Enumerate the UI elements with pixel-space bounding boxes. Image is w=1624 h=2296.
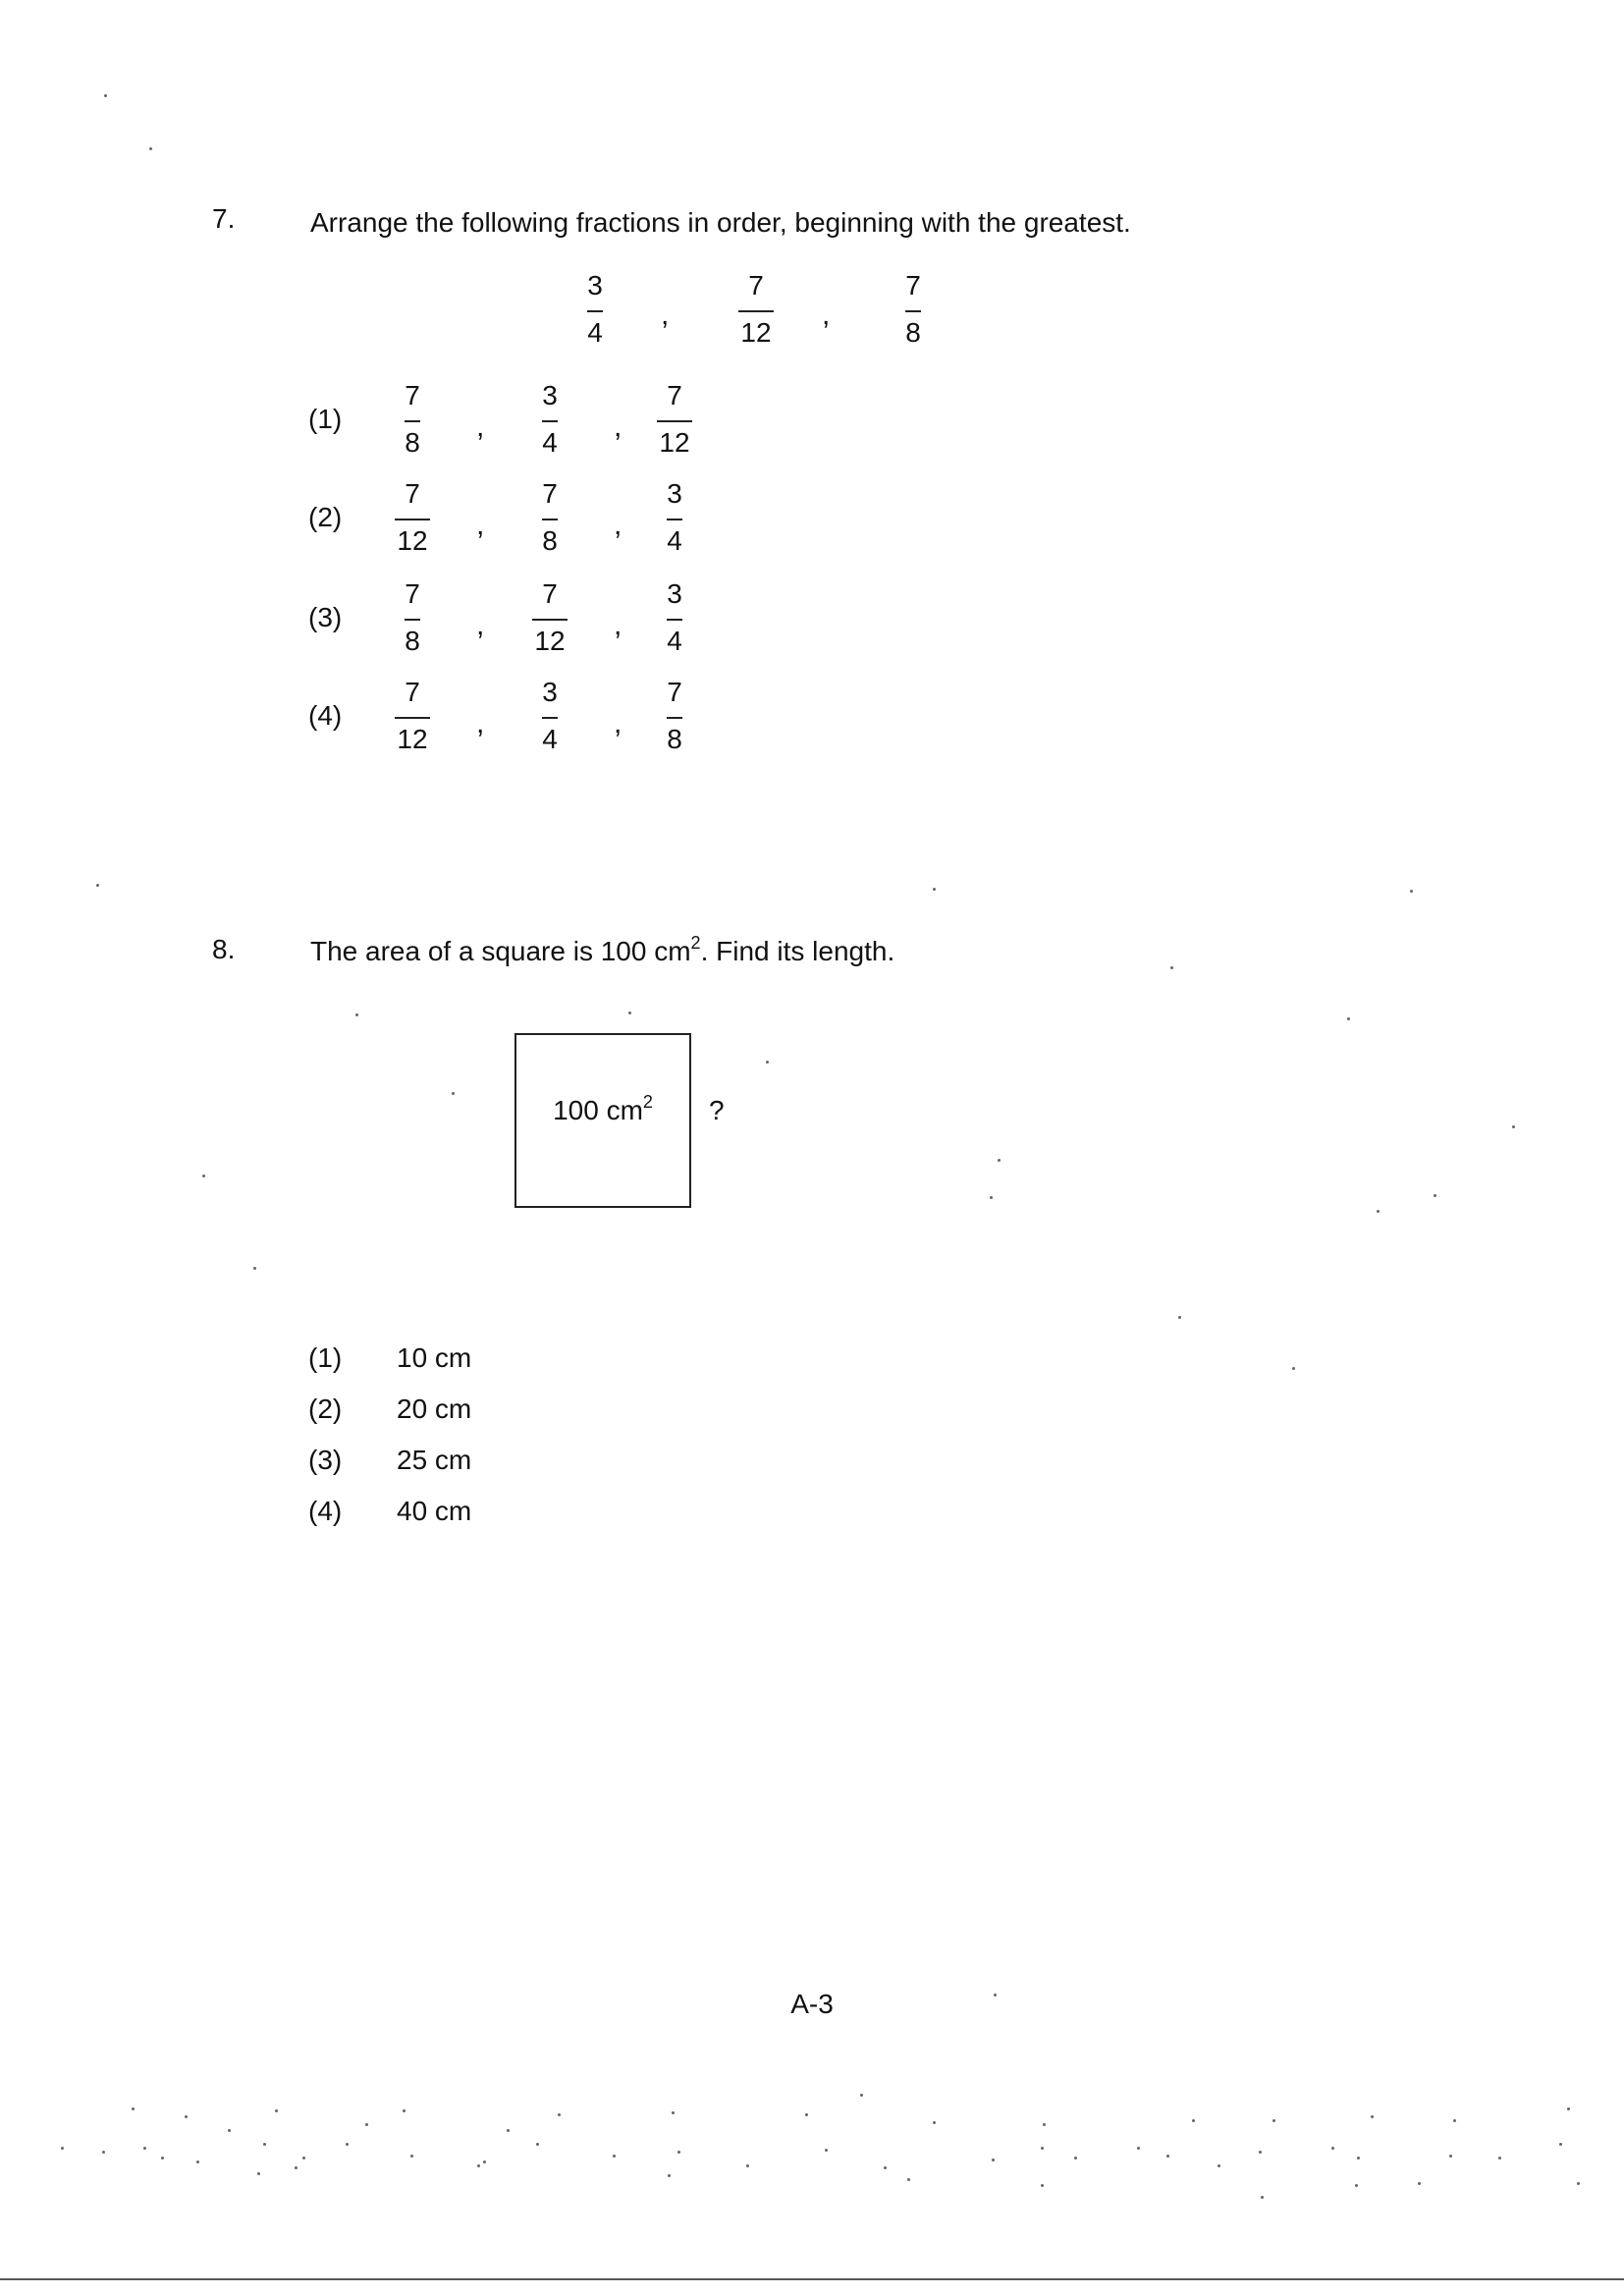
fraction-numerator: 3: [667, 578, 682, 609]
option-value: 40 cm: [397, 1496, 472, 1526]
fraction-bar: [905, 310, 921, 312]
scan-speck: [302, 2157, 305, 2159]
question-8-text-end: . Find its length.: [700, 936, 895, 966]
scan-speck: [102, 2151, 105, 2154]
question-8-text-main: The area of a square is 100 cm: [310, 936, 691, 966]
fraction-numerator: 7: [542, 578, 558, 609]
option-value: 10 cm: [397, 1342, 472, 1373]
scan-speck: [992, 2159, 995, 2161]
fraction: [515, 577, 584, 662]
scan-speck: [805, 2113, 808, 2116]
scan-speck: [1166, 2155, 1169, 2158]
scan-speck: [346, 2143, 349, 2146]
fraction: [879, 269, 947, 354]
scan-speck: [1498, 2157, 1501, 2159]
fraction: [378, 577, 447, 662]
scan-speck: [677, 2151, 680, 2154]
bottom-rule: [0, 2278, 1624, 2280]
fraction: [561, 269, 629, 354]
separator-comma: ,: [661, 299, 670, 331]
fraction-bar: [542, 420, 558, 422]
scan-speck: [185, 2115, 188, 2118]
option-label[interactable]: (3): [308, 602, 343, 632]
scan-speck: [1347, 1017, 1350, 1020]
fraction-denominator: 8: [405, 427, 420, 458]
scan-speck: [1041, 2184, 1044, 2187]
fraction: [515, 379, 584, 464]
fraction-bar: [738, 310, 774, 312]
fraction-numerator: 7: [542, 478, 558, 509]
scan-speck: [143, 2147, 146, 2150]
scan-speck: [668, 2174, 671, 2177]
square-area-value: 100 cm: [553, 1095, 643, 1125]
scan-speck: [477, 2164, 480, 2167]
scan-speck: [1272, 2119, 1275, 2122]
scan-speck: [149, 147, 152, 150]
fraction-numerator: 7: [905, 270, 921, 301]
fraction-bar: [405, 619, 420, 621]
scan-speck: [1434, 1194, 1436, 1197]
fraction-bar: [532, 619, 568, 621]
option-value: 25 cm: [397, 1445, 472, 1475]
fraction-denominator: 12: [534, 626, 566, 656]
scan-speck: [202, 1175, 205, 1177]
scan-speck: [1259, 2151, 1262, 2154]
scan-speck: [990, 1196, 993, 1199]
scan-speck: [1292, 1367, 1295, 1370]
fraction-numerator: 7: [405, 380, 420, 410]
square-unknown-side: ?: [709, 1095, 725, 1125]
separator-comma: ,: [614, 509, 623, 541]
separator-comma: ,: [476, 410, 485, 443]
fraction-bar: [542, 717, 558, 719]
scan-speck: [1418, 2182, 1421, 2185]
separator-comma: ,: [476, 509, 485, 541]
scan-speck: [161, 2157, 164, 2159]
scan-speck: [355, 1013, 358, 1016]
scan-speck: [1377, 1210, 1380, 1213]
scan-speck: [1577, 2182, 1580, 2185]
question-8-text-superscript: 2: [690, 932, 701, 953]
fraction: [515, 477, 584, 562]
fraction-denominator: 4: [667, 626, 682, 656]
option-label[interactable]: (2): [308, 502, 343, 532]
scan-speck: [1449, 2155, 1452, 2158]
scan-speck: [257, 2172, 260, 2175]
scan-speck: [403, 2109, 406, 2112]
scan-speck: [452, 1092, 455, 1095]
scan-speck: [1261, 2196, 1264, 2199]
fraction: [722, 269, 790, 354]
scan-speck: [228, 2129, 231, 2132]
question-7-number: 7.: [212, 203, 236, 234]
scan-speck: [825, 2149, 828, 2152]
square-area-label: [516, 1091, 689, 1127]
fraction-numerator: 7: [405, 478, 420, 509]
fraction-denominator: 12: [740, 317, 772, 348]
scan-speck: [860, 2094, 863, 2097]
fraction-numerator: 3: [542, 677, 558, 707]
option-label[interactable]: (1): [308, 1342, 343, 1373]
option-value: 20 cm: [397, 1394, 472, 1424]
scan-speck: [1043, 2123, 1046, 2126]
separator-comma: ,: [476, 707, 485, 739]
scan-speck: [746, 2164, 749, 2167]
scan-speck: [933, 888, 936, 891]
option-label[interactable]: (3): [308, 1445, 343, 1475]
scan-speck: [1218, 2164, 1220, 2167]
scan-speck: [295, 2166, 298, 2169]
scan-speck: [1567, 2107, 1570, 2110]
fraction-numerator: 3: [587, 270, 603, 301]
scan-speck: [1178, 1316, 1181, 1319]
question-8-text: [310, 932, 895, 968]
fraction: [378, 676, 447, 760]
scan-speck: [1453, 2119, 1456, 2122]
fraction-denominator: 12: [659, 427, 690, 458]
fraction-numerator: 3: [542, 380, 558, 410]
square-figure: [514, 1033, 691, 1208]
option-label[interactable]: (4): [308, 700, 343, 731]
fraction: [515, 676, 584, 760]
fraction-denominator: 4: [667, 525, 682, 556]
fraction-denominator: 4: [587, 317, 603, 348]
fraction-denominator: 12: [397, 525, 428, 556]
scan-speck: [1074, 2157, 1077, 2159]
scan-speck: [483, 2160, 486, 2163]
square-area-superscript: 2: [642, 1091, 653, 1112]
scan-speck: [507, 2129, 510, 2132]
scan-speck: [132, 2107, 135, 2110]
scan-speck: [1170, 966, 1173, 969]
scan-speck: [1355, 2184, 1358, 2187]
fraction: [640, 379, 709, 464]
scan-speck: [613, 2155, 616, 2158]
scan-speck: [994, 1994, 997, 1996]
fraction-numerator: 3: [667, 478, 682, 509]
scan-speck: [672, 2111, 675, 2114]
scan-speck: [1512, 1125, 1515, 1128]
fraction: [640, 477, 709, 562]
scan-speck: [933, 2121, 936, 2124]
fraction-bar: [667, 619, 682, 621]
fraction-numerator: 7: [405, 677, 420, 707]
option-label[interactable]: (4): [308, 1496, 343, 1526]
fraction: [640, 676, 709, 760]
fraction-numerator: 7: [667, 380, 682, 410]
question-7-text: Arrange the following fractions in order, beginning with the greatest.: [310, 207, 1131, 238]
fraction-denominator: 8: [542, 525, 558, 556]
separator-comma: ,: [614, 410, 623, 443]
question-8-number: 8.: [212, 934, 236, 964]
scan-speck: [1041, 2147, 1044, 2150]
fraction-denominator: 8: [405, 626, 420, 656]
fraction-bar: [667, 519, 682, 520]
fraction-bar: [657, 420, 692, 422]
scan-speck: [196, 2160, 199, 2163]
separator-comma: ,: [476, 609, 485, 641]
fraction-numerator: 7: [405, 578, 420, 609]
fraction-bar: [587, 310, 603, 312]
fraction-bar: [667, 717, 682, 719]
scan-speck: [1331, 2147, 1334, 2150]
scan-speck: [1371, 2115, 1374, 2118]
scan-speck: [1137, 2147, 1140, 2150]
option-label[interactable]: (2): [308, 1394, 343, 1424]
scan-speck: [884, 2166, 887, 2169]
fraction: [378, 477, 447, 562]
scan-speck: [907, 2178, 910, 2181]
scan-speck: [365, 2123, 368, 2126]
scan-speck: [628, 1011, 631, 1014]
scan-speck: [1192, 2119, 1195, 2122]
scan-speck: [536, 2143, 539, 2146]
fraction-bar: [405, 420, 420, 422]
option-label[interactable]: (1): [308, 404, 343, 434]
separator-comma: ,: [614, 609, 623, 641]
fraction: [640, 577, 709, 662]
page-code: A-3: [790, 1989, 834, 2019]
fraction-denominator: 4: [542, 724, 558, 754]
scan-speck: [61, 2147, 64, 2150]
scan-speck: [558, 2113, 561, 2116]
fraction-denominator: 8: [667, 724, 682, 754]
fraction-numerator: 7: [667, 677, 682, 707]
scan-speck: [410, 2155, 413, 2158]
scan-speck: [998, 1159, 1001, 1162]
scan-speck: [253, 1267, 256, 1270]
scan-speck: [275, 2109, 278, 2112]
scan-speck: [263, 2143, 266, 2146]
scan-speck: [1357, 2157, 1360, 2159]
scan-speck: [1410, 890, 1413, 893]
fraction-denominator: 8: [905, 317, 921, 348]
scan-speck: [766, 1061, 769, 1064]
fraction-bar: [395, 717, 430, 719]
fraction-denominator: 12: [397, 724, 428, 754]
fraction-numerator: 7: [748, 270, 764, 301]
separator-comma: ,: [822, 299, 831, 331]
scan-speck: [104, 94, 107, 97]
separator-comma: ,: [614, 707, 623, 739]
fraction-bar: [542, 519, 558, 520]
fraction-bar: [395, 519, 430, 520]
fraction: [378, 379, 447, 464]
fraction-denominator: 4: [542, 427, 558, 458]
scan-speck: [1559, 2143, 1562, 2146]
scan-speck: [96, 884, 99, 887]
